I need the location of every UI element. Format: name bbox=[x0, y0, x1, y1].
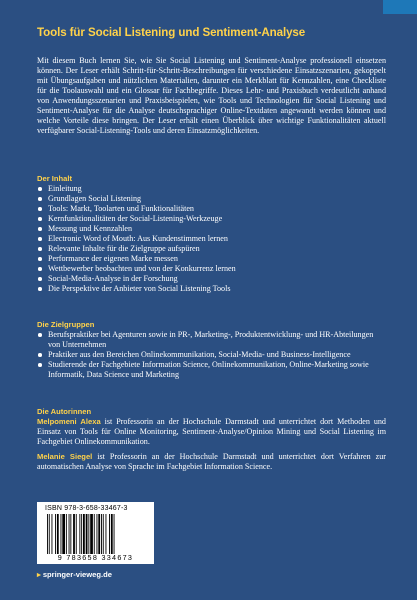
book-title: Tools für Social Listening und Sentiment-Analyse bbox=[37, 26, 306, 39]
list-item: Wettbewerber beobachten und von der Konkurrenz lernen bbox=[37, 264, 386, 274]
contents-heading: Der Inhalt bbox=[37, 174, 73, 183]
list-item: Messung und Kennzahlen bbox=[37, 224, 386, 234]
list-item: Berufspraktiker bei Agenturen sowie in PR-, Marketing-, Produktentwicklung- und HR-Abteilungen von Unternehmen bbox=[37, 330, 386, 350]
barcode-digits: 9 783658 334673 bbox=[57, 553, 134, 562]
barcode-box bbox=[37, 502, 154, 564]
contents-list bbox=[37, 184, 386, 294]
list-item: Kernfunktionalitäten der Social-Listening-Werkzeuge bbox=[37, 214, 386, 224]
authors-heading: Die Autorinnen bbox=[37, 407, 92, 416]
list-item: Tools: Markt, Toolarten und Funktionalitäten bbox=[37, 204, 386, 214]
list-item: Social-Media-Analyse in der Forschung bbox=[37, 274, 386, 284]
author-bio-text: ist Professorin an der Hochschule Darmstadt und unterrichtet dort Methoden und Einsatz von Tools für Online Monitoring, Sentiment-Analyse/Opinion Mining und Social Listening im Fachgebiet Onlinekommunikation. bbox=[37, 417, 386, 446]
author-bio bbox=[37, 417, 386, 447]
list-item: Einleitung bbox=[37, 184, 386, 194]
isbn-label: ISBN 978-3-658-33467-3 bbox=[45, 505, 128, 512]
list-item: Performance der eigenen Marke messen bbox=[37, 254, 386, 264]
chevron-right-icon: ▸ bbox=[37, 570, 41, 579]
audience-heading: Die Zielgruppen bbox=[37, 320, 95, 329]
author-bio-text: ist Professorin an der Hochschule Darmstadt und unterrichtet dort Verfahren zur automatischen Analyse von Sprache im Fachgebiet Information Science. bbox=[37, 452, 386, 471]
intro-paragraph: Mit diesem Buch lernen Sie, wie Sie Social Listening und Sentiment-Analyse professionell einsetzen können. Der Leser erhält Schritt-für-Schritt-Beschreibungen für verschiedene Einsatzszenarien, gekoppelt mit Übungsaufgaben und nützlichen Materialien, darunter ein Merkblatt für Kennzahlen, eine Checkliste für die Toolauswahl und ein Glossar für Fachbegriffe. Dieses Lehr- und Praxisbuch verdeutlicht anhand von Anwendungsszenarien und Praxisbeispielen, wie Tools und Technologien für Social Listening und Sentiment-Analyse für die Analyse deutschsprachiger Online-Textdaten angewandt werden können und welche Vorteile diese bringen. Der Leser erhält einen Überblick über wichtige Funktionalitäten aktuell verfügbarer Social-Listening-Tools und deren Einsatzmöglichkeiten. bbox=[37, 56, 386, 135]
corner-accent-bar bbox=[383, 0, 417, 14]
list-item: Relevante Inhalte für die Zielgruppe aufspüren bbox=[37, 244, 386, 254]
publisher-url: springer-vieweg.de bbox=[42, 570, 113, 579]
list-item: Die Perspektive der Anbieter von Social Listening Tools bbox=[37, 284, 386, 294]
publisher-link[interactable] bbox=[37, 570, 112, 579]
author-name: Melanie Siegel bbox=[37, 452, 93, 461]
list-item: Grundlagen Social Listening bbox=[37, 194, 386, 204]
audience-list bbox=[37, 330, 386, 380]
list-item: Praktiker aus den Bereichen Onlinekommunikation, Social-Media- und Business-Intelligence bbox=[37, 350, 386, 360]
author-bio bbox=[37, 452, 386, 472]
list-item: Electronic Word of Mouth: Aus Kundenstimmen lernen bbox=[37, 234, 386, 244]
barcode-icon bbox=[47, 514, 144, 554]
list-item: Studierende der Fachgebiete Information Science, Onlinekommunikation, Online-Marketing sowie Informatik, Data Science und Marketing bbox=[37, 360, 386, 380]
author-name: Melpomeni Alexa bbox=[37, 417, 101, 426]
